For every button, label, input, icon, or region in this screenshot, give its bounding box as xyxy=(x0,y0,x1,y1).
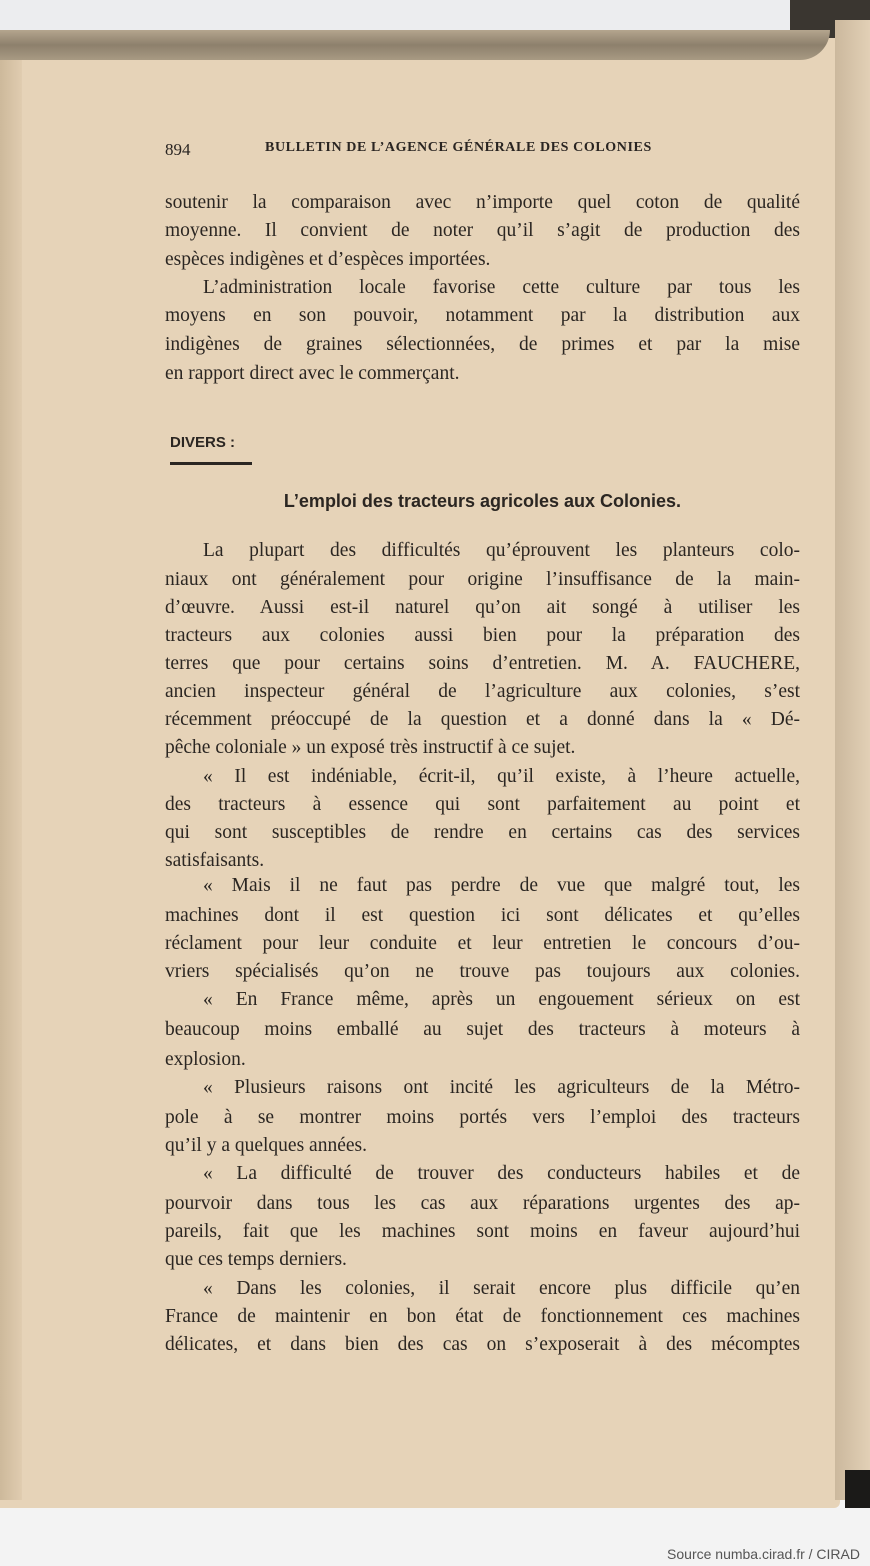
page-header xyxy=(165,140,685,160)
text-line: pole à se montrer moins portés vers l’emploi des tracteurs xyxy=(165,1107,800,1128)
text-line: qu’il y a quelques années. xyxy=(165,1135,367,1156)
facing-page-edge xyxy=(835,20,870,1500)
text-line: L’administration locale favorise cette culture par tous les xyxy=(203,277,800,298)
text-line: vriers spécialisés qu’on ne trouve pas toujours aux colonies. xyxy=(165,961,800,982)
text-line: « Plusieurs raisons ont incité les agriculteurs de la Métro- xyxy=(203,1077,800,1098)
text-line: récemment préoccupé de la question et a donné dans la « Dé- xyxy=(165,709,800,730)
text-line: explosion. xyxy=(165,1049,246,1070)
text-line: pareils, fait que les machines sont moins en faveur aujourd’hui xyxy=(165,1221,800,1242)
text-line: des tracteurs à essence qui sont parfaitement au point et xyxy=(165,794,800,815)
text-line: pêche coloniale » un exposé très instructif à ce sujet. xyxy=(165,737,576,758)
text-line: pourvoir dans tous les cas aux réparations urgentes des ap- xyxy=(165,1193,800,1214)
text-line: « Mais il ne faut pas perdre de vue que malgré tout, les xyxy=(203,875,800,896)
text-line: ancien inspecteur général de l’agriculture aux colonies, s’est xyxy=(165,681,800,702)
text-line: « En France même, après un engouement sérieux on est xyxy=(203,989,800,1010)
section-rule xyxy=(170,462,252,465)
text-line: beaucoup moins emballé au sujet des tracteurs à moteurs à xyxy=(165,1019,800,1040)
text-line: machines dont il est question ici sont délicates et qu’elles xyxy=(165,905,800,926)
text-line: en rapport direct avec le commerçant. xyxy=(165,363,460,384)
text-line: moyens en son pouvoir, notamment par la distribution aux xyxy=(165,305,800,326)
article-title: L’emploi des tracteurs agricoles aux Colonies. xyxy=(283,491,682,511)
text-line: « Il est indéniable, écrit-il, qu’il existe, à l’heure actuelle, xyxy=(203,766,800,787)
text-line: « La difficulté de trouver des conducteurs habiles et de xyxy=(203,1163,800,1184)
text-line: France de maintenir en bon état de fonctionnement ces machines xyxy=(165,1306,800,1327)
text-line: niaux ont généralement pour origine l’insuffisance de la main- xyxy=(165,569,800,590)
text-line: terres que pour certains soins d’entretien. M. A. FAUCHERE, xyxy=(165,653,800,674)
running-head: BULLETIN DE L’AGENCE GÉNÉRALE DES COLONIES xyxy=(265,140,652,155)
text-line: satisfaisants. xyxy=(165,850,265,871)
text-line: « Dans les colonies, il serait encore plus difficile qu’en xyxy=(203,1278,800,1299)
text-line: d’œuvre. Aussi est-il naturel qu’on ait songé à utiliser les xyxy=(165,597,800,618)
source-credit: Source numba.cirad.fr / CIRAD xyxy=(667,1546,860,1562)
page-stack-edge xyxy=(0,30,830,60)
text-line: tracteurs aux colonies aussi bien pour la préparation des xyxy=(165,625,800,646)
text-line: que ces temps derniers. xyxy=(165,1249,347,1270)
text-line: moyenne. Il convient de noter qu’il s’agit de production des xyxy=(165,220,800,241)
text-line: soutenir la comparaison avec n’importe quel coton de qualité xyxy=(165,192,800,213)
footer-band xyxy=(0,1508,870,1566)
text-line: La plupart des difficultés qu’éprouvent les planteurs colo- xyxy=(203,540,800,561)
text-line: espèces indigènes et d’espèces importées. xyxy=(165,249,491,270)
section-label: DIVERS : xyxy=(170,434,236,451)
text-line: qui sont susceptibles de rendre en certains cas des services xyxy=(165,822,800,843)
page-number: 894 xyxy=(165,140,191,159)
text-line: réclament pour leur conduite et leur entretien le concours d’ou- xyxy=(165,933,800,954)
text-line: délicates, et dans bien des cas on s’exposerait à des mécomptes xyxy=(165,1334,800,1355)
text-line: indigènes de graines sélectionnées, de primes et par la mise xyxy=(165,334,800,355)
page-left-edge xyxy=(0,60,22,1500)
